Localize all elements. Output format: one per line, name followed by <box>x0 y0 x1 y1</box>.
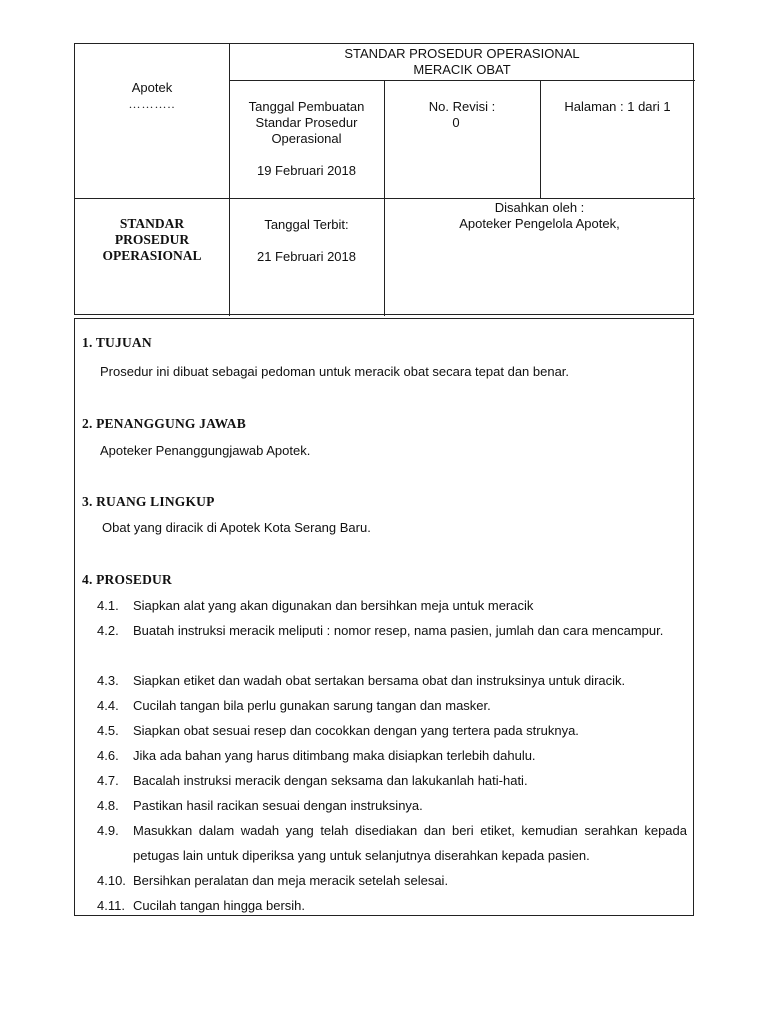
list-item: 4.7. Bacalah instruksi meracik dengan seksama dan lakukanlah hati-hati. <box>97 773 528 788</box>
apotek-label: Apotek <box>131 80 173 95</box>
section-text-ruang-lingkup: Obat yang diracik di Apotek Kota Serang Baru. <box>102 520 371 535</box>
tanggal-pembuatan: Tanggal Pembuatan Standar Prosedur Operasional 19 Februari 2018 <box>229 99 384 179</box>
section-title-tujuan: 1. TUJUAN <box>82 335 152 350</box>
list-item: 4.3. Siapkan etiket dan wadah obat sertakan bersama obat dan instruksinya untuk diracik. <box>97 673 626 688</box>
list-item: 4.11. Cucilah tangan hingga bersih. <box>97 898 306 913</box>
list-item: 4.4. Cucilah tangan bila perlu gunakan sarung tangan dan masker. <box>97 698 491 713</box>
section-title-prosedur: 4. PROSEDUR <box>82 572 172 587</box>
list-item: 4.2. Buatah instruksi meracik meliputi : nomor resep, nama pasien, jumlah dan cara mencampur. <box>97 623 664 638</box>
divider <box>229 80 695 81</box>
list-item: 4.6. Jika ada bahan yang harus ditimbang maka disiapkan terlebih dahulu. <box>97 748 536 763</box>
list-item: 4.8. Pastikan hasil racikan sesuai dengan instruksinya. <box>97 798 423 813</box>
section-title-ruang-lingkup: 3. RUANG LINGKUP <box>82 494 215 509</box>
sop-header-table <box>74 43 694 315</box>
divider <box>75 198 695 199</box>
halaman: Halaman : 1 dari 1 <box>564 99 671 114</box>
divider <box>540 80 541 198</box>
list-item: 4.1. Siapkan alat yang akan digunakan dan bersihkan meja untuk meracik <box>97 598 534 613</box>
section-text-penanggung-jawab: Apoteker Penanggungjawab Apotek. <box>100 443 311 458</box>
list-item: 4.10. Bersihkan peralatan dan meja meracik setelah selesai. <box>97 873 449 888</box>
list-item: 4.5. Siapkan obat sesuai resep dan cocokkan dengan yang tertera pada struknya. <box>97 723 579 738</box>
tanggal-terbit: Tanggal Terbit: 21 Februari 2018 <box>229 217 384 265</box>
sop-body <box>74 318 694 916</box>
tanggal-pembuatan-value: 19 Februari 2018 <box>256 163 356 178</box>
list-item: 4.9. Masukkan dalam wadah yang telah disediakan dan beri etiket, kemudian serahkan kepada petugas lain untuk diperiksa yang untuk selanjutnya diserahkan kepada pasien. <box>97 823 687 863</box>
section-text-tujuan: Prosedur ini dibuat sebagai pedoman untuk meracik obat secara tepat dan benar. <box>100 364 570 379</box>
divider <box>229 44 230 316</box>
disahkan: Disahkan oleh : Apoteker Pengelola Apotek, <box>459 200 620 231</box>
document-title: STANDAR PROSEDUR OPERASIONAL MERACIK OBAT <box>344 46 580 77</box>
tanggal-terbit-value: 21 Februari 2018 <box>256 249 356 264</box>
divider <box>384 80 385 198</box>
sop-label: STANDAR PROSEDUR OPERASIONAL <box>102 216 202 263</box>
apotek-name-placeholder: ……….. <box>128 97 176 111</box>
section-title-penanggung-jawab: 2. PENANGGUNG JAWAB <box>82 416 246 431</box>
revisi: No. Revisi : 0 <box>428 99 496 130</box>
